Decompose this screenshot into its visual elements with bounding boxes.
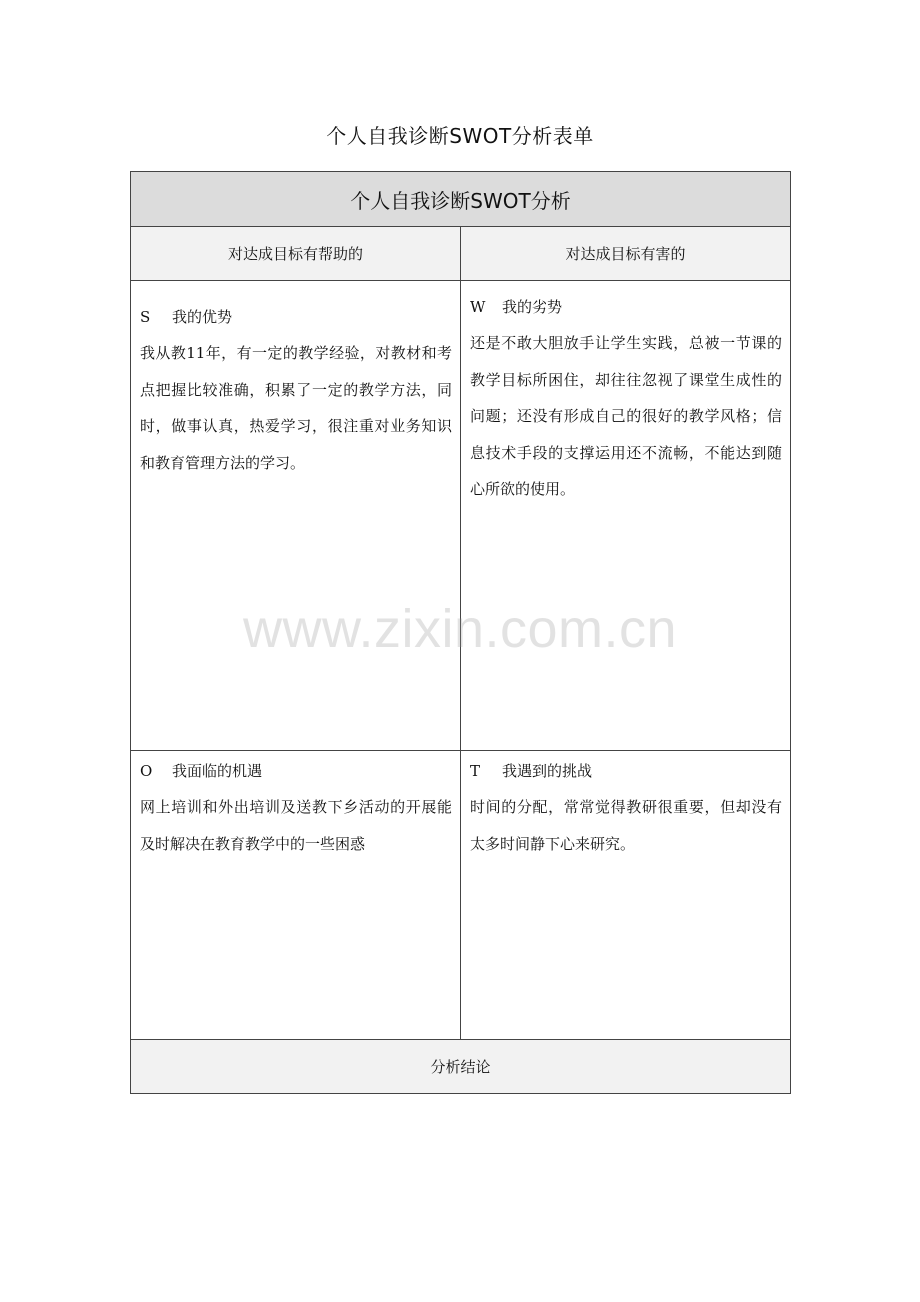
opportunities-cell <box>131 751 461 1040</box>
strengths-heading <box>140 299 452 335</box>
opportunities-heading <box>140 753 452 789</box>
threats-title: 我遇到的挑战 <box>502 762 593 780</box>
conclusion-label: 分析结论 <box>131 1040 791 1094</box>
swot-table <box>130 171 791 1094</box>
threats-body: 时间的分配，常常觉得教研很重要，但却没有太多时间静下心来研究。 <box>470 798 782 853</box>
table-header: 个人自我诊断SWOT分析 <box>131 172 791 227</box>
threats-letter: T <box>470 762 481 780</box>
threats-heading <box>470 753 782 789</box>
weaknesses-body: 还是不敢大胆放手让学生实践，总被一节课的教学目标所困住，却往往忽视了课堂生成性的问题；还没有形成自己的很好的教学风格；信息技术手段的支撑运用还不流畅，不能达到随心所欲的使用。 <box>470 334 782 498</box>
opportunities-letter: O <box>140 762 153 780</box>
strengths-letter: S <box>140 308 151 326</box>
harmful-column-label: 对达成目标有害的 <box>461 227 791 281</box>
strengths-body: 我从教11年，有一定的教学经验，对教材和考点把握比较准确，积累了一定的教学方法，同时，做事认真，热爱学习，很注重对业务知识和教育管理方法的学习。 <box>140 344 452 472</box>
helpful-column-label: 对达成目标有帮助的 <box>131 227 461 281</box>
weaknesses-title: 我的劣势 <box>502 298 563 316</box>
threats-cell <box>461 751 791 1040</box>
weaknesses-cell <box>461 281 791 751</box>
strengths-title: 我的优势 <box>172 308 233 326</box>
opportunities-body: 网上培训和外出培训及送教下乡活动的开展能及时解决在教育教学中的一些困惑 <box>140 798 452 853</box>
weaknesses-heading <box>470 289 782 325</box>
opportunities-title: 我面临的机遇 <box>172 762 263 780</box>
watermark: www.zixin.com.cn <box>242 599 678 659</box>
document-title: 个人自我诊断SWOT分析表单 <box>326 124 594 148</box>
weaknesses-letter: W <box>470 298 486 316</box>
strengths-cell <box>131 281 461 751</box>
